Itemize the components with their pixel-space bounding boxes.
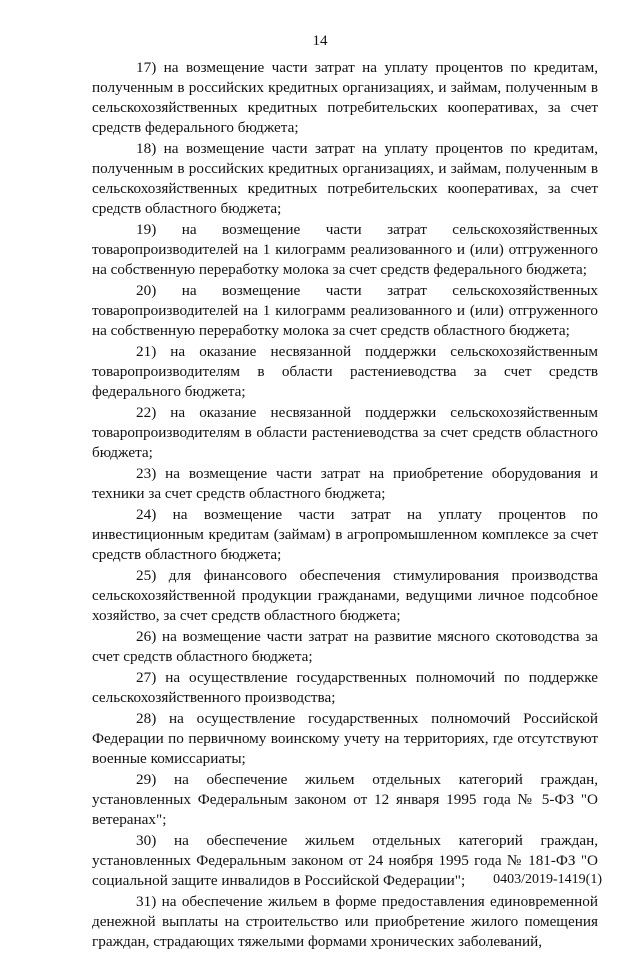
list-item: 21) на оказание несвязанной поддержки сельскохозяйственным товаропроизводителям в области растениеводства за счет средств федерального бюджета; [92, 343, 598, 400]
list-item: 19) на возмещение части затрат сельскохозяйственных товаропроизводителей на 1 килограмм реализованного и (или) отгруженного на собственную переработку молока за счет средств федерального бюджета; [92, 221, 598, 278]
list-item: 22) на оказание несвязанной поддержки сельскохозяйственным товаропроизводителям в области растениеводства за счет средств областного бюджета; [92, 404, 598, 461]
list-item: 31) на обеспечение жильем в форме предоставления единовременной денежной выплаты на строительство или приобретение жилого помещения граждан, страдающих тяжелыми формами хронических заболеваний, [92, 893, 598, 950]
list-item: 23) на возмещение части затрат на приобретение оборудования и техники за счет средств областного бюджета; [92, 465, 598, 502]
document-code: 0403/2019-1419(1) [493, 872, 602, 887]
page-number: 14 [312, 33, 328, 49]
list-item: 24) на возмещение части затрат на уплату процентов по инвестиционным кредитам (займам) в агропромышленном комплексе за счет средств областного бюджета; [92, 506, 598, 563]
list-item: 20) на возмещение части затрат сельскохозяйственных товаропроизводителей на 1 килограмм реализованного и (или) отгруженного на собственную переработку молока за счет средств областного бюджета; [92, 282, 598, 339]
list-item: 27) на осуществление государственных полномочий по поддержке сельскохозяйственного производства; [92, 669, 598, 706]
list-item: 26) на возмещение части затрат на развитие мясного скотоводства за счет средств областного бюджета; [92, 628, 598, 665]
list-item: 18) на возмещение части затрат на уплату процентов по кредитам, полученным в российских кредитных организациях, и займам, полученным в сельскохозяйственных кредитных потребительских кооперативах, за счет средств областного бюджета; [92, 140, 598, 217]
list-item: 17) на возмещение части затрат на уплату процентов по кредитам, полученным в российских кредитных организациях, и займам, полученным в сельскохозяйственных кредитных потребительских кооперативах, за счет средств федерального бюджета; [92, 59, 598, 136]
list-item: 28) на осуществление государственных полномочий Российской Федерации по первичному воинскому учету на территориях, где отсутствуют военные комиссариаты; [92, 710, 598, 767]
list-item: 30) на обеспечение жильем отдельных категорий граждан, установленных Федеральным законом от 24 ноября 1995 года № 181-ФЗ "О социальной защите инвалидов в Российской Федерации"; [92, 832, 598, 889]
document-body [92, 58, 598, 953]
list-item: 25) для финансового обеспечения стимулирования производства сельскохозяйственной продукции гражданами, ведущими личное подсобное хозяйство, за счет средств областного бюджета; [92, 567, 598, 624]
list-item: 29) на обеспечение жильем отдельных категорий граждан, установленных Федеральным законом от 12 января 1995 года № 5-ФЗ "О ветеранах"; [92, 771, 598, 828]
